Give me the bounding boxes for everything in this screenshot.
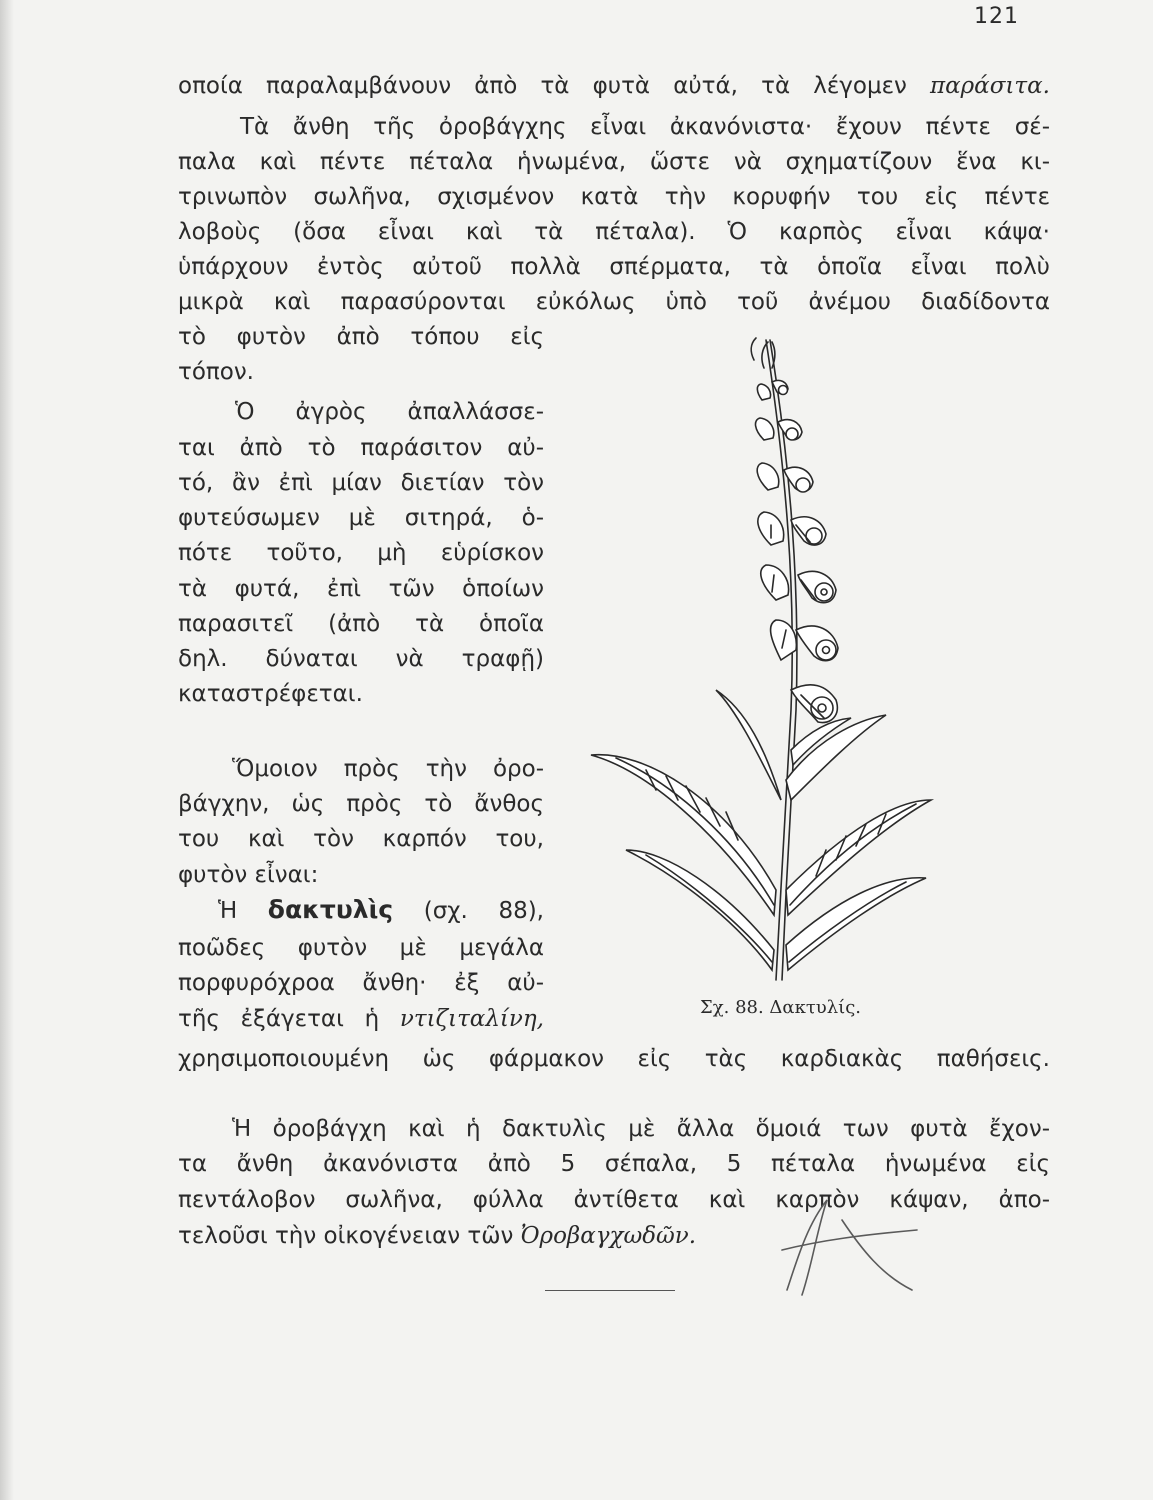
text-line-20: βάγχην, ὡς πρὸς τὸ ἄνθος: [178, 791, 544, 817]
text-line-23-post: (σχ. 88),: [393, 898, 544, 924]
term-digitalin: ντιζιταλίνη,: [399, 1006, 544, 1032]
text-line-30: πεντάλοβον σωλῆνα, φύλλα ἀντίθετα καὶ καρπὸν κάψαν, ἀπο-: [178, 1187, 1050, 1213]
text-line-8: τὸ φυτὸν ἀπὸ τόπου εἰς: [178, 324, 544, 350]
text-line-1: [178, 72, 1050, 100]
page-number: 121: [974, 4, 1019, 29]
text-line-14: πότε τοῦτο, μὴ εὑρίσκον: [178, 540, 544, 566]
text-line-31: [178, 1222, 696, 1250]
text-line-22: φυτὸν εἶναι:: [178, 862, 319, 888]
text-line-25: πορφυρόχροα ἄνθη· ἐξ αὐ-: [178, 970, 544, 996]
text-line-15: τὰ φυτά, ἐπὶ τῶν ὁποίων: [178, 576, 544, 602]
text-line-10: Ὁ ἀγρὸς ἀπαλλάσσε-: [235, 399, 544, 425]
text-line-7: μικρὰ καὶ παρασύρονται εὐκόλως ὑπὸ τοῦ ἀνέμου διαδίδοντα: [178, 289, 1050, 315]
text-line-19: Ὅμοιον πρὸς τὴν ὀρο-: [232, 756, 544, 782]
text-line-26: [178, 1005, 544, 1033]
foxglove-illustration: [586, 330, 936, 990]
text-line-24: ποῶδες φυτὸν μὲ μεγάλα: [178, 935, 544, 961]
text-line-18: καταστρέφεται.: [178, 681, 363, 707]
text-line-21: του καὶ τὸν καρπόν του,: [178, 826, 544, 852]
text-line-23-pre: Ἡ: [218, 898, 268, 924]
text-line-28: Ἡ ὀροβάγχη καὶ ἡ δακτυλὶς μὲ ἄλλα ὅμοιά των φυτὰ ἔχον-: [232, 1116, 1050, 1142]
text-line-9: τόπον.: [178, 359, 254, 385]
text-line-6: ὑπάρχουν ἐντὸς αὐτοῦ πολλὰ σπέρματα, τὰ ὁποῖα εἶναι πολὺ: [178, 254, 1050, 280]
text-line-23: [218, 896, 544, 925]
text-line-16: παρασιτεῖ (ἀπὸ τὰ ὁποῖα: [178, 611, 544, 637]
text-line-2: Τὰ ἄνθη τῆς ὀροβάγχης εἶναι ἀκανόνιστα· ἔχουν πέντε σέ-: [240, 114, 1050, 140]
term-orobanchaceae: Ὀροβαγχωδῶν.: [520, 1223, 697, 1249]
pencil-mark: [772, 1190, 922, 1300]
text-line-27: χρησιμοποιουμένη ὡς φάρμακον εἰς τὰς καρδιακὰς παθήσεις.: [178, 1046, 1050, 1072]
text-line-29: τα ἄνθη ἀκανόνιστα ἀπὸ 5 σέπαλα, 5 πέταλα ἡνωμένα εἰς: [178, 1151, 1050, 1177]
text-line-3: παλα καὶ πέντε πέταλα ἡνωμένα, ὥστε νὰ σχηματίζουν ἕνα κι-: [178, 149, 1050, 175]
section-rule: [545, 1290, 675, 1291]
text-line-31-pre: τελοῦσι τὴν οἰκογένειαν τῶν: [178, 1223, 521, 1249]
figure-caption: Σχ. 88. Δακτυλίς.: [700, 997, 861, 1018]
page-edge-shadow: [0, 0, 14, 1500]
text-line-4: τρινωπὸν σωλῆνα, σχισμένον κατὰ τὴν κορυφήν του εἰς πέντε: [178, 184, 1050, 210]
term-parasita: παράσιτα.: [930, 73, 1050, 99]
text-line-26-pre: τῆς ἐξάγεται ἡ: [178, 1006, 400, 1032]
text-line-17: δηλ. δύναται νὰ τραφῇ): [178, 646, 544, 672]
term-daktylis: δακτυλὶς: [267, 895, 394, 924]
text-line-13: φυτεύσωμεν μὲ σιτηρά, ὁ-: [178, 505, 544, 531]
text-line-1-body: οποία παραλαμβάνουν ἀπὸ τὰ φυτὰ αὐτά, τὰ λέγομεν: [178, 73, 930, 99]
text-line-11: ται ἀπὸ τὸ παράσιτον αὐ-: [178, 435, 544, 461]
text-line-12: τό, ἂν ἐπὶ μίαν διετίαν τὸν: [178, 470, 544, 496]
text-line-5: λοβοὺς (ὅσα εἶναι καὶ τὰ πέταλα). Ὁ καρπὸς εἶναι κάψα·: [178, 219, 1050, 245]
